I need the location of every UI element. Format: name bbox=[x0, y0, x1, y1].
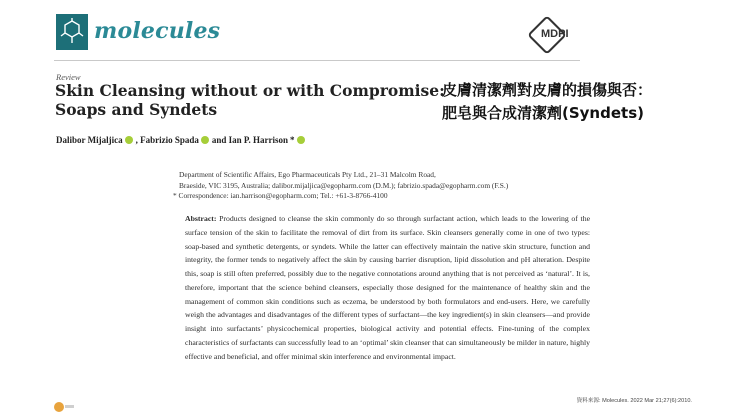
source-note: 資料來源: Molecules. 2022 Mar 21;27(6):2010. bbox=[576, 398, 692, 404]
author-name[interactable]: Dalibor Mijaljica bbox=[56, 135, 123, 145]
publisher-name: MDPI bbox=[541, 28, 569, 40]
abstract-text: Products designed to cleanse the skin commonly do so through surfactant action, which leads to the lowering of the surface tension of the skin to facilitate the removal of dirt from its surface. Skin cleansers generally come in one of two types: soap-based and synthetic detergents, or syndets. While the latter can effectively maintain the native skin structure, function and integrity, the former tends to negatively affect the skin by causing barrier disruption, lipid dissolution and pH alteration. Despite this, soap is still often preferred, possibly due to the negative connotations around anything that is not perceived as ‘natural’. It is, therefore, important that the science behind cleansers, especially those designed for the maintenance of healthy skin and the management of common skin conditions such as eczema, be understood by both formulators and end-users. Here, we carefully weigh the advantages and disadvantages of the different types of surfactant—the key ingredient(s) in skin cleansers—and provide insight into surfactants’ physicochemical properties, biological activity and potential effects. Fine-tuning of the complex characteristics of surfactants can successfully lead to an ‘optimal’ skin cleanser that can simultaneously be milder in nature, highly effective and beneficial, and offer minimal skin interference and environmental impact. bbox=[185, 214, 591, 361]
annotation-text bbox=[442, 79, 732, 125]
check-for-updates-icon[interactable] bbox=[52, 398, 74, 412]
orcid-icon[interactable] bbox=[297, 136, 305, 144]
annotation-line-1: 皮膚清潔劑對皮膚的損傷與否： bbox=[442, 81, 653, 99]
affiliation-block bbox=[173, 170, 599, 202]
orcid-icon[interactable] bbox=[201, 136, 209, 144]
author-name[interactable]: Ian P. Harrison bbox=[228, 135, 289, 145]
article-title: Skin Cleansing without or with Compromise: Soaps and Syndets bbox=[55, 81, 445, 119]
journal-logo-icon bbox=[56, 14, 88, 50]
affiliation-line: Braeside, VIC 3195, Australia; dalibor.mijaljica@egopharm.com (D.M.); fabrizio.spada@egopharm.com (F.S.) bbox=[179, 180, 509, 190]
author-name[interactable]: Fabrizio Spada bbox=[140, 135, 199, 145]
annotation-line-2: 肥皂與合成清潔劑(Syndets) bbox=[442, 104, 644, 122]
header-divider bbox=[54, 60, 580, 61]
correspondence-line: * Correspondence: ian.harrison@egopharm.com; Tel.: +61-3-8766-4100 bbox=[173, 191, 388, 200]
affiliation-line: Department of Scientific Affairs, Ego Pharmaceuticals Pty Ltd., 21–31 Malcolm Road, bbox=[179, 170, 436, 179]
article-type-label: Review bbox=[56, 72, 81, 82]
orcid-icon[interactable] bbox=[125, 136, 133, 144]
publisher-logo bbox=[535, 20, 577, 50]
author-list: Dalibor Mijaljica , Fabrizio Spada and Ian P. Harrison * bbox=[56, 135, 308, 145]
journal-name: molecules bbox=[94, 18, 221, 44]
abstract bbox=[185, 212, 590, 363]
author-conjunction: and bbox=[211, 135, 227, 145]
corresponding-mark: * bbox=[290, 135, 295, 145]
abstract-label: Abstract: bbox=[185, 214, 217, 223]
